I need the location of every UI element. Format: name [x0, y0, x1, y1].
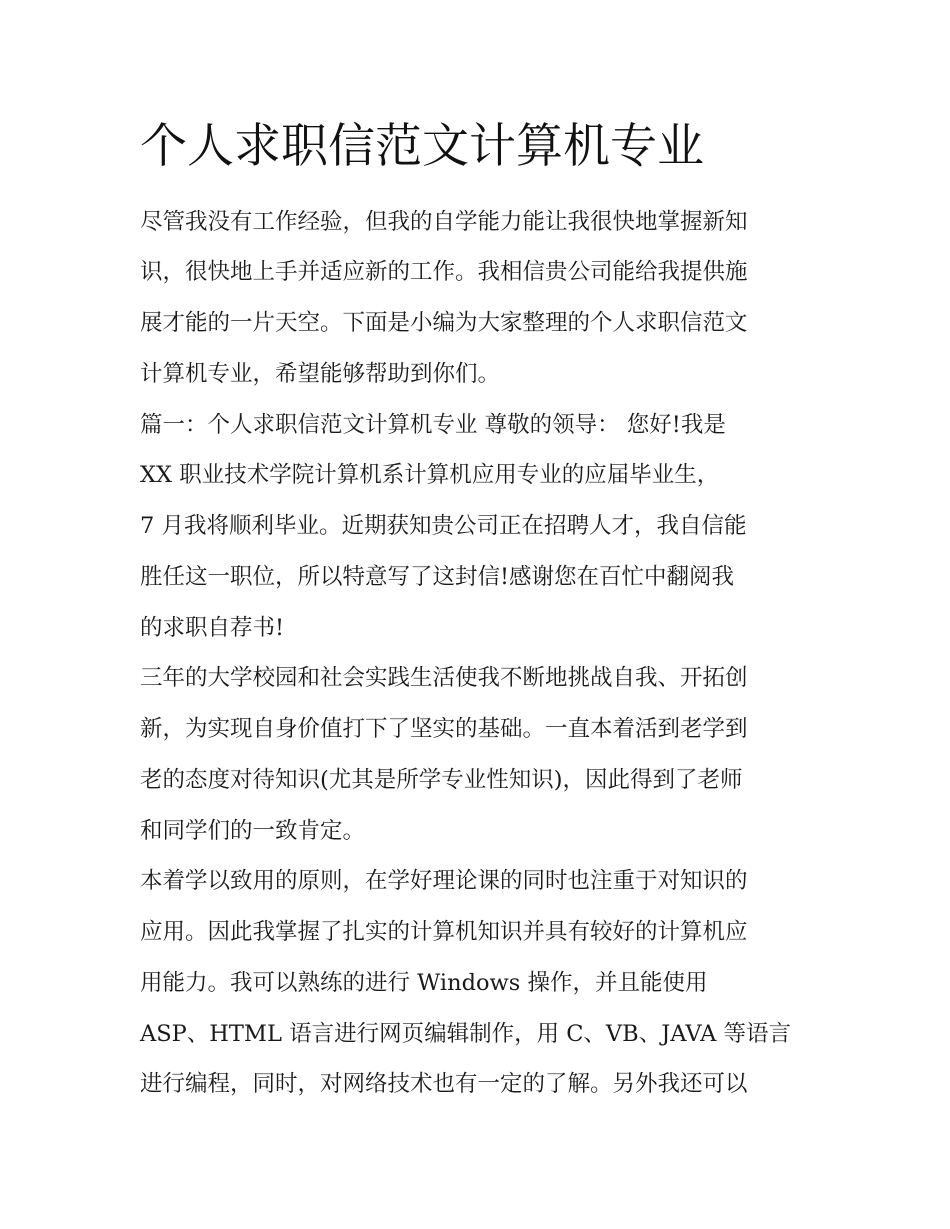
body-line: 应用。因此我掌握了扎实的计算机知识并具有较好的计算机应 — [140, 919, 748, 945]
body-line: 识，很快地上手并适应新的工作。我相信贵公司能给我提供施 — [140, 259, 748, 285]
body-line: 老的态度对待知识(尤其是所学专业性知识)，因此得到了老师 — [140, 767, 743, 793]
body-line: XX 职业技术学院计算机系计算机应用专业的应届毕业生， — [140, 462, 720, 488]
body-line: 展才能的一片天空。下面是小编为大家整理的个人求职信范文 — [140, 310, 748, 336]
body-line: 本着学以致用的原则，在学好理论课的同时也注重于对知识的 — [140, 868, 748, 894]
document-title: 个人求职信范文计算机专业 — [140, 119, 704, 174]
body-line: 新，为实现自身价值打下了坚实的基础。一直本着活到老学到 — [140, 716, 748, 742]
body-line: 胜任这一职位，所以特意写了这封信!感谢您在百忙中翻阅我 — [140, 564, 735, 590]
body-line: 用能力。我可以熟练的进行 Windows 操作，并且能使用 — [140, 970, 708, 996]
body-line: 进行编程，同时，对网络技术也有一定的了解。另外我还可以 — [140, 1071, 748, 1097]
body-line: 的求职自荐书! — [140, 615, 285, 641]
body-line: 7 月我将顺利毕业。近期获知贵公司正在招聘人才，我自信能 — [140, 513, 747, 539]
body-line: ASP、HTML 语言进行网页编辑制作，用 C、VB、JAVA 等语言 — [140, 1021, 791, 1047]
body-line: 篇一：个人求职信范文计算机专业 尊敬的领导： 您好!我是 — [140, 412, 726, 438]
body-line: 计算机专业，希望能够帮助到你们。 — [140, 361, 501, 387]
body-line: 和同学们的一致肯定。 — [140, 818, 366, 844]
body-line: 三年的大学校园和社会实践生活使我不断地挑战自我、开拓创 — [140, 665, 748, 691]
body-line: 尽管我没有工作经验，但我的自学能力能让我很快地掌握新知 — [140, 209, 748, 235]
